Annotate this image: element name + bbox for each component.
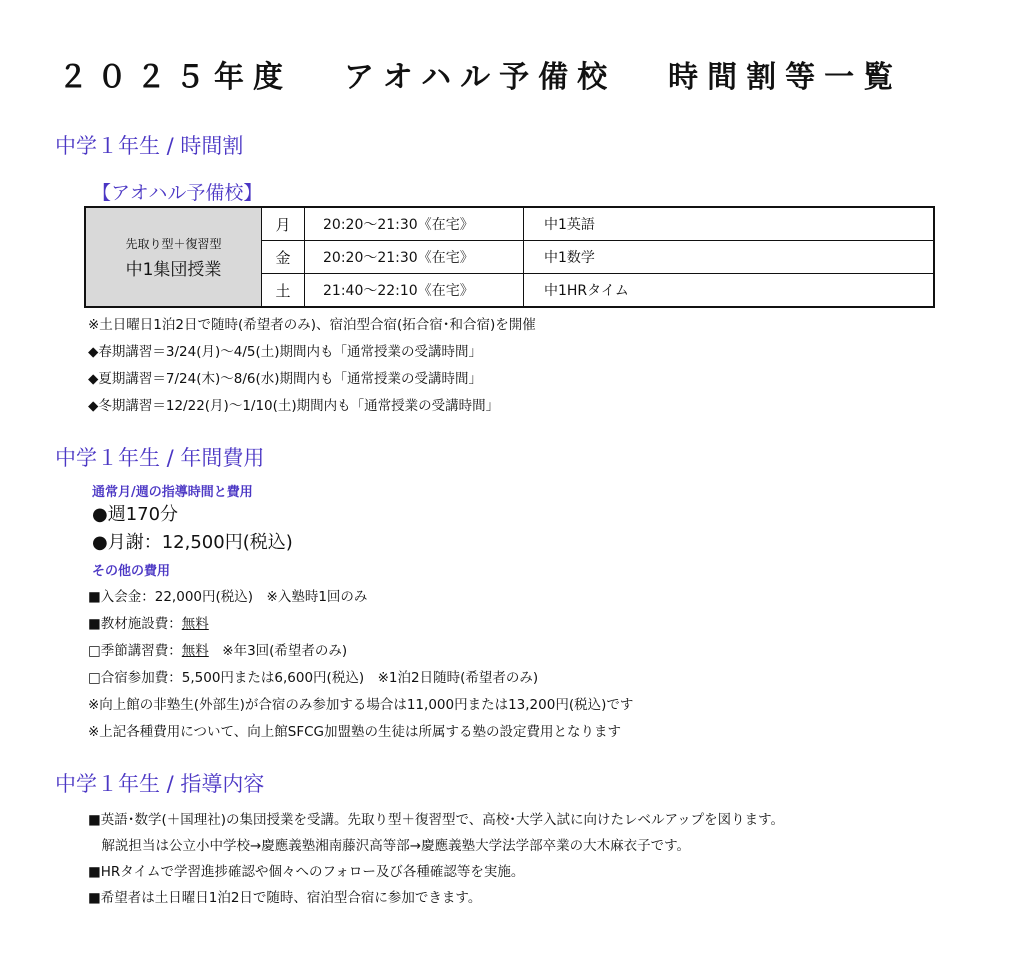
content-line: 解説担当は公立小中学校→慶應義塾湘南藤沢高等部→慶應義塾大学法学部卒業の大木麻衣子です。 [88,838,691,854]
day-cell: 月 [262,207,305,241]
schedule-note: ※土日曜日1泊2日で随時(希望者のみ)、宿泊型合宿(拓合宿･和合宿)を開催 [88,317,536,333]
content-line: ■HRタイムで学習進捗確認や個々へのフォロー及び各種確認等を実施。 [88,864,525,880]
subject-cell: 中1HRタイム [524,274,935,308]
fee-note: ※上記各種費用について、向上館SFCG加盟塾の生徒は所属する塾の設定費用となります [88,724,621,740]
regular-fees-heading: 通常月/週の指導時間と費用 [92,485,253,500]
seasonal-fee-label: □季節講習費： [88,643,182,659]
class-name: 中1集団授業 [125,259,222,280]
schedule-table [84,206,935,308]
page-title [58,52,902,96]
other-fees-heading: その他の費用 [92,564,171,579]
subject-cell: 中1英語 [524,207,935,241]
title-school: アオハル予備校 [344,60,617,95]
content-line: ■希望者は土日曜日1泊2日で随時、宿泊型合宿に参加できます。 [88,890,482,906]
title-year: ２０２５年度 [58,60,292,95]
seasonal-fee-note: ※年3回(希望者のみ) [208,643,348,659]
schedule-note: ◆春期講習＝3/24(月)〜4/5(土)期間内も「通常授業の受講時間」 [88,344,482,360]
class-cell [85,207,262,307]
entry-fee: ■入会金：22,000円(税込) ※入塾時1回のみ [88,589,368,605]
schedule-note: ◆夏期講習＝7/24(木)〜8/6(水)期間内も「通常授業の受講時間」 [88,371,482,387]
table-row [85,207,934,241]
materials-fee-value: 無料 [181,616,209,632]
fee-note: ※向上館の非塾生(外部生)が合宿のみ参加する場合は11,000円または13,200円(税込)です [88,697,634,713]
schedule-note: ◆冬期講習＝12/22(月)〜1/10(土)期間内も「通常授業の受講時間」 [88,398,500,414]
school-label: 【アオハル予備校】 [92,182,263,204]
materials-fee [88,612,209,632]
weekly-minutes: ●週170分 [92,504,179,525]
content-line: ■英語･数学(＋国理社)の集団授業を受講。先取り型＋復習型で、高校･大学入試に向けたレベルアップを図ります。 [88,812,784,828]
section-heading-fees: 中学１年生 / 年間費用 [55,446,265,470]
time-cell: 20:20〜21:30《在宅》 [305,207,524,241]
day-cell: 土 [262,274,305,308]
seasonal-fee-value: 無料 [181,643,209,659]
seasonal-fee [88,639,347,659]
time-cell: 20:20〜21:30《在宅》 [305,241,524,274]
section-heading-timetable: 中学１年生 / 時間割 [55,134,244,158]
time-cell: 21:40〜22:10《在宅》 [305,274,524,308]
monthly-fee: ●月謝：12,500円(税込) [92,532,293,553]
subject-cell: 中1数学 [524,241,935,274]
class-type-label: 先取り型＋復習型 [125,236,222,251]
day-cell: 金 [262,241,305,274]
section-heading-content: 中学１年生 / 指導内容 [55,772,265,796]
materials-fee-label: ■教材施設費： [88,616,182,632]
title-doc: 時間割等一覧 [668,60,903,95]
camp-fee: □合宿参加費：5,500円または6,600円(税込) ※1泊2日随時(希望者のみ) [88,670,539,686]
